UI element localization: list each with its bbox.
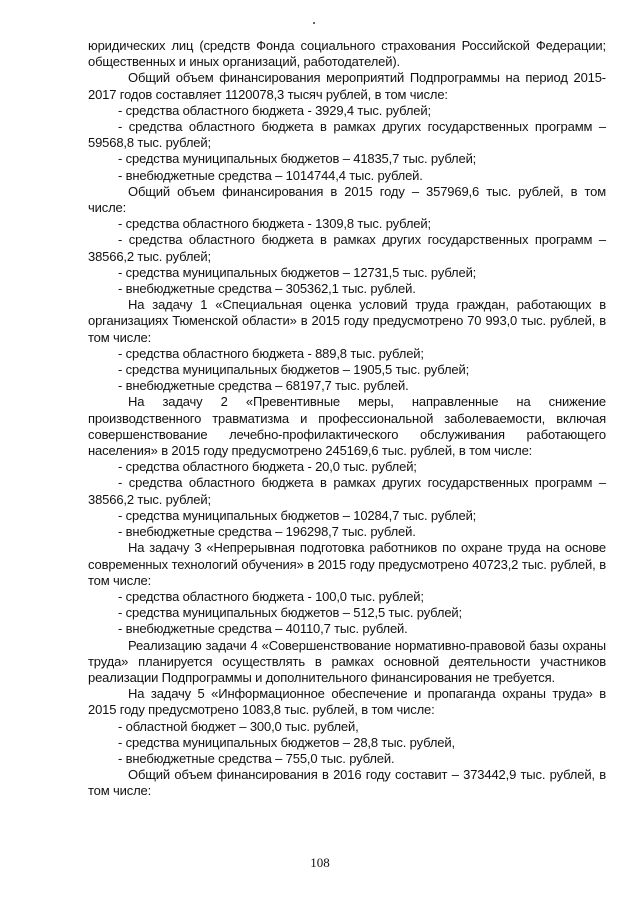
paragraph: юридических лиц (средств Фонда социального страхования Российской Федерации; общественных и иных организаций, работодателей). <box>88 38 606 70</box>
paragraph: Общий объем финансирования в 2016 году составит – 373442,9 тыс. рублей, в том числе: <box>88 767 606 799</box>
page-number: 108 <box>310 855 330 870</box>
list-item: - средства муниципальных бюджетов – 41835,7 тыс. рублей; <box>118 151 477 167</box>
paragraph: Реализацию задачи 4 «Совершенствование нормативно-правовой базы охраны труда» планируется осуществлять в рамках основной деятельности участников реализации Подпрограммы и дополнительного финансирования не требуется. <box>88 637 606 685</box>
list-item: - средства муниципальных бюджетов – 1905,5 тыс. рублей; <box>118 362 470 378</box>
list-item: - внебюджетные средства – 305362,1 тыс. рублей. <box>118 281 416 297</box>
list-item: - средства областного бюджета в рамках других государственных программ – 38566,2 тыс. рублей; <box>88 232 606 264</box>
list-item: - областной бюджет – 300,0 тыс. рублей, <box>118 718 359 734</box>
paragraph: На задачу 3 «Непрерывная подготовка работников по охране труда на основе современных технологий обучения» в 2015 году предусмотрено 40723,2 тыс. рублей, в том числе: <box>88 540 606 588</box>
list-item: - средства муниципальных бюджетов – 512,5 тыс. рублей; <box>118 605 462 621</box>
paragraph: На задачу 2 «Превентивные меры, направленные на снижение производственного травматизма и профессиональной заболеваемости, включая совершенствование лечебно-профилактического обслуживания работающего населения» в 2015 году предусмотрено 245169,6 тыс. рублей, в том числе: <box>88 394 606 459</box>
paragraph: Общий объем финансирования мероприятий Подпрограммы на период 2015-2017 годов составляет 1120078,3 тысяч рублей, в том числе: <box>88 70 606 102</box>
paragraph: На задачу 5 «Информационное обеспечение и пропаганда охраны труда» в 2015 году предусмотрено 1083,8 тыс. рублей, в том числе: <box>88 686 606 718</box>
list-item: - средства областного бюджета в рамках других государственных программ – 38566,2 тыс. рублей; <box>88 475 606 507</box>
paragraph: На задачу 1 «Специальная оценка условий труда граждан, работающих в организациях Тюменской области» в 2015 году предусмотрено 70 993,0 тыс. рублей, в том числе: <box>88 297 606 345</box>
list-item: - внебюджетные средства – 1014744,4 тыс. рублей. <box>118 167 423 183</box>
list-item: - средства областного бюджета - 1309,8 тыс. рублей; <box>118 216 431 232</box>
list-item: - средства муниципальных бюджетов – 10284,7 тыс. рублей; <box>118 507 477 523</box>
list-item: - средства муниципальных бюджетов – 12731,5 тыс. рублей; <box>118 264 477 280</box>
list-item: - средства областного бюджета - 100,0 тыс. рублей; <box>118 588 424 604</box>
list-item: - внебюджетные средства – 755,0 тыс. рублей. <box>118 750 395 766</box>
list-item: - средства областного бюджета - 20,0 тыс. рублей; <box>118 459 417 475</box>
paragraph: Общий объем финансирования в 2015 году – 357969,6 тыс. рублей, в том числе: <box>88 183 606 216</box>
list-item: - средства муниципальных бюджетов – 28,8 тыс. рублей, <box>118 734 455 750</box>
document-body <box>88 38 606 800</box>
list-item: - средства областного бюджета в рамках других государственных программ – 59568,8 тыс. рублей; <box>88 119 606 151</box>
list-item: - внебюджетные средства – 40110,7 тыс. рублей. <box>118 621 408 637</box>
list-item: - внебюджетные средства – 68197,7 тыс. рублей. <box>118 378 409 394</box>
scan-speck <box>313 22 315 24</box>
list-item: - внебюджетные средства – 196298,7 тыс. рублей. <box>118 524 416 540</box>
list-item: - средства областного бюджета - 889,8 тыс. рублей; <box>118 345 424 361</box>
list-item: - средства областного бюджета - 3929,4 тыс. рублей; <box>118 102 431 118</box>
